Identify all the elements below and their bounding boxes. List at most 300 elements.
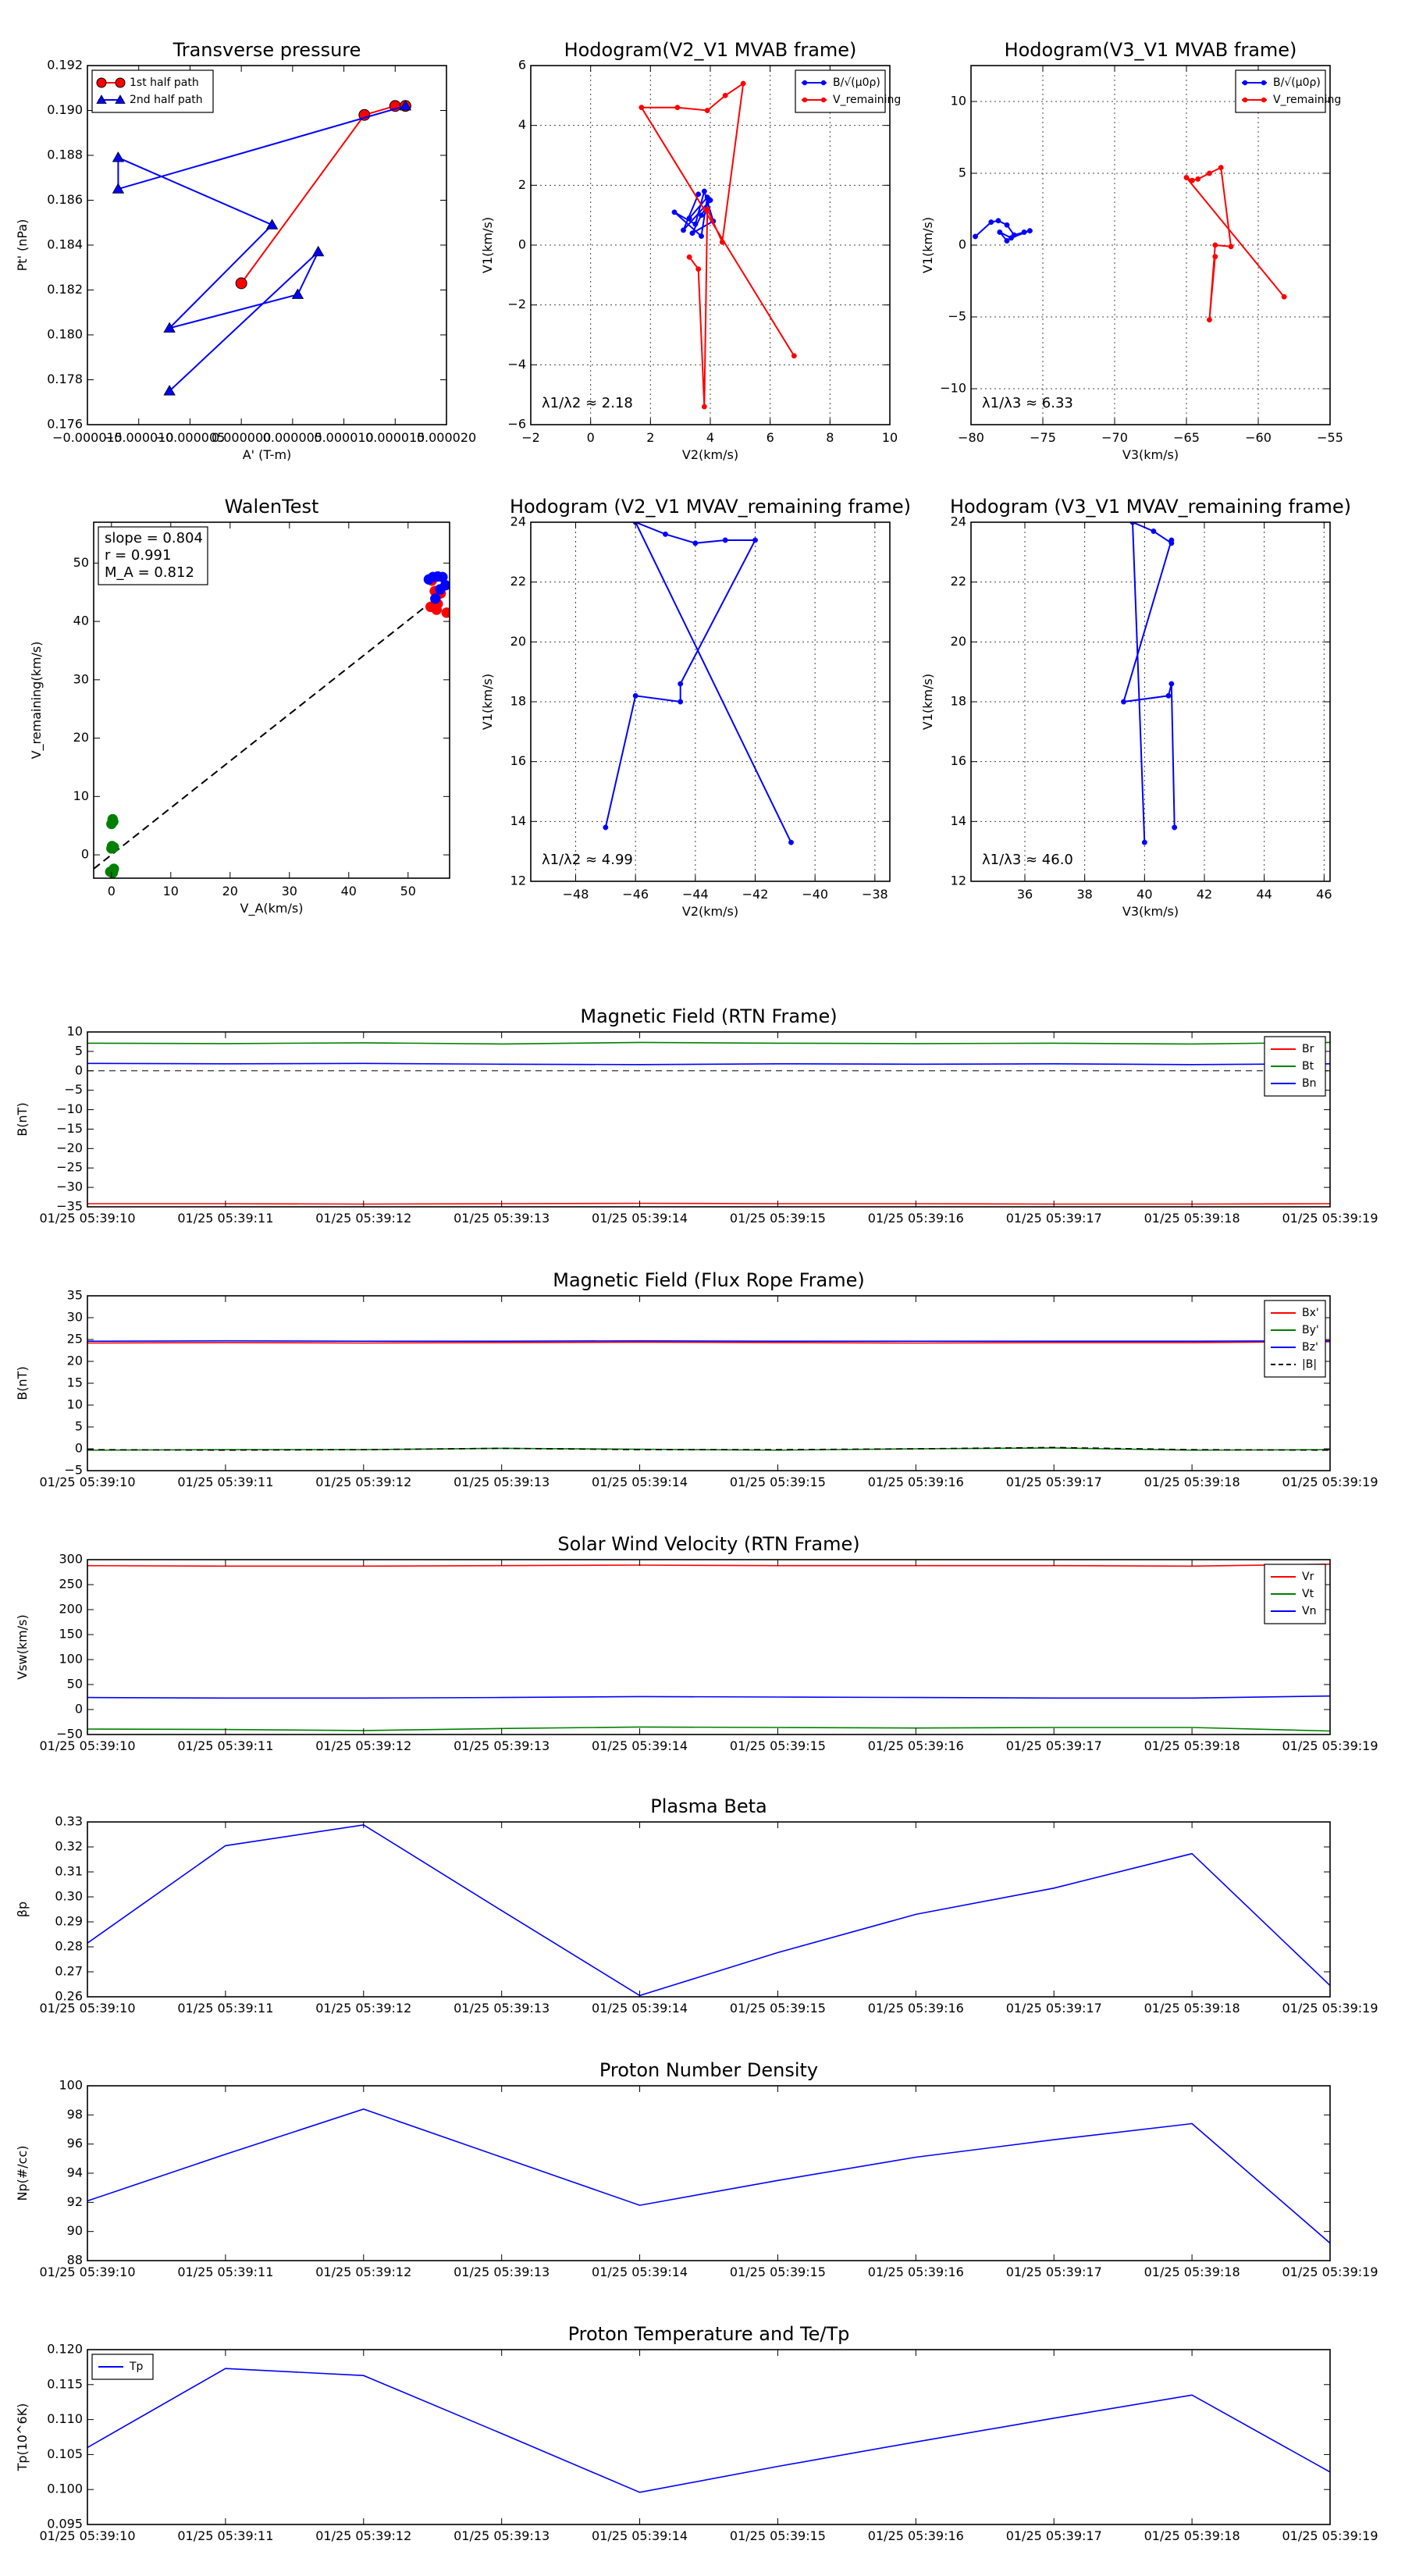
- x-tick-label: 01/25 05:39:16: [867, 1738, 964, 1753]
- x-tick-label: 0.000015: [365, 430, 425, 445]
- chart-title: Solar Wind Velocity (RTN Frame): [557, 1533, 860, 1555]
- x-tick-label: −48: [562, 887, 589, 902]
- data-point: [741, 81, 745, 86]
- plot-frame: [87, 2350, 1330, 2524]
- y-tick-label: 88: [66, 2252, 83, 2268]
- y-tick-label: 16: [950, 753, 966, 769]
- plot-area: [973, 165, 1286, 322]
- data-point: [1169, 541, 1174, 546]
- data-point: [1207, 317, 1211, 322]
- chart-bmag: [15, 1005, 1378, 1226]
- legend-marker: [1243, 80, 1247, 85]
- y-tick-label: 200: [59, 1601, 83, 1617]
- legend-label: 1st half path: [130, 76, 199, 89]
- x-tick-label: 01/25 05:39:19: [1282, 2001, 1378, 2016]
- x-tick-label: 01/25 05:39:17: [1005, 2001, 1102, 2016]
- stats-line: slope = 0.804: [105, 530, 203, 546]
- y-tick-label: 0.186: [47, 192, 83, 207]
- legend-label: B/√(μ0ρ): [833, 76, 880, 89]
- series-bn-line: [87, 1063, 1330, 1065]
- y-axis-label: Np(#/cc): [15, 2145, 30, 2201]
- x-tick-label: 0.000000: [211, 430, 272, 445]
- x-tick-label: 36: [1016, 887, 1033, 902]
- legend: [1264, 1300, 1325, 1377]
- y-axis-label: V1(km/s): [480, 673, 495, 731]
- x-tick-label: 01/25 05:39:16: [867, 1211, 964, 1226]
- x-tick-label: 01/25 05:39:11: [177, 1211, 274, 1226]
- y-tick-label: 0.192: [47, 57, 83, 73]
- x-tick-label: −80: [958, 430, 984, 445]
- y-tick-label: 0: [518, 237, 526, 252]
- series-bx--line: [87, 1342, 1330, 1343]
- x-tick-label: 01/25 05:39:19: [1282, 1475, 1378, 1489]
- x-tick-label: −2: [521, 430, 540, 445]
- series-vr-line: [87, 1564, 1330, 1567]
- x-tick-label: −42: [742, 887, 769, 902]
- legend-marker: [1261, 98, 1266, 102]
- x-tick-label: 01/25 05:39:14: [592, 1738, 688, 1753]
- x-tick-label: 4: [706, 430, 715, 445]
- y-tick-label: −35: [56, 1198, 83, 1214]
- chart-beta: [15, 1795, 1378, 2016]
- data-point: [1022, 229, 1026, 234]
- x-tick-label: 01/25 05:39:19: [1282, 1738, 1378, 1753]
- x-tick-label: 01/25 05:39:17: [1005, 1211, 1102, 1226]
- data-point: [672, 210, 677, 215]
- x-tick-label: 46: [1316, 887, 1332, 902]
- y-tick-label: 0: [74, 1440, 83, 1456]
- x-tick-label: −55: [1317, 430, 1343, 445]
- y-tick-label: 6: [518, 57, 526, 73]
- y-tick-label: 0.27: [55, 1963, 83, 1979]
- x-tick-label: 0: [107, 884, 116, 898]
- x-tick-label: −40: [802, 887, 829, 902]
- y-tick-label: 0.190: [47, 102, 83, 117]
- data-point: [603, 825, 608, 830]
- x-tick-label: 01/25 05:39:14: [592, 1211, 688, 1226]
- chart-title: WalenTest: [224, 496, 319, 518]
- chart-hab3: [920, 39, 1343, 462]
- x-tick-label: 6: [766, 430, 774, 445]
- x-tick-label: 0.000005: [262, 430, 323, 445]
- y-tick-label: 92: [66, 2194, 83, 2209]
- x-tick-label: 01/25 05:39:14: [592, 2265, 688, 2279]
- x-tick-label: 01/25 05:39:11: [177, 2528, 274, 2543]
- x-tick-label: 01/25 05:39:14: [592, 2001, 688, 2016]
- y-tick-label: 0.178: [47, 372, 83, 386]
- x-tick-label: 01/25 05:39:15: [729, 2265, 826, 2279]
- y-tick-label: 300: [59, 1551, 83, 1567]
- chart-vsw: [15, 1533, 1378, 1753]
- x-tick-label: 01/25 05:39:12: [315, 1211, 412, 1226]
- data-point: [687, 254, 692, 259]
- x-tick-label: −60: [1245, 430, 1272, 445]
- y-tick-label: 10: [66, 1023, 83, 1039]
- x-tick-label: −0.000005: [155, 430, 226, 445]
- legend-marker: [802, 98, 807, 102]
- x-tick-label: 01/25 05:39:15: [729, 2001, 826, 2016]
- data-point: [1151, 528, 1156, 533]
- data-point: [998, 229, 1002, 234]
- y-tick-label: 35: [66, 1287, 83, 1303]
- y-tick-label: 4: [518, 117, 526, 133]
- plot-area: [87, 1341, 1330, 1450]
- x-axis-label: V2(km/s): [681, 447, 739, 462]
- y-tick-label: 100: [59, 1651, 83, 1667]
- plot-area: [112, 101, 411, 395]
- x-tick-label: −70: [1101, 430, 1128, 445]
- y-axis-label: V1(km/s): [920, 673, 935, 731]
- data-point: [693, 541, 698, 546]
- data-point: [699, 233, 703, 238]
- y-tick-label: 14: [510, 813, 526, 828]
- x-tick-label: 01/25 05:39:18: [1144, 1211, 1240, 1226]
- y-tick-label: 18: [510, 693, 526, 709]
- y-tick-label: 10: [950, 93, 966, 109]
- x-tick-label: 01/25 05:39:12: [315, 2528, 412, 2543]
- data-point: [313, 247, 324, 256]
- y-tick-label: −50: [56, 1726, 83, 1742]
- x-tick-label: 01/25 05:39:13: [454, 2001, 550, 2016]
- data-point: [695, 266, 700, 271]
- x-tick-label: 01/25 05:39:17: [1005, 1738, 1102, 1753]
- x-tick-label: 01/25 05:39:18: [1144, 1738, 1240, 1753]
- legend-label: By': [1302, 1324, 1319, 1336]
- y-tick-label: 150: [59, 1626, 83, 1642]
- legend: [1264, 1564, 1325, 1624]
- x-tick-label: 01/25 05:39:16: [867, 2528, 964, 2543]
- legend-marker: [97, 78, 106, 87]
- x-tick-label: −0.000010: [103, 430, 174, 445]
- y-axis-label: Vsw(km/s): [15, 1614, 30, 1680]
- fit-line: [94, 602, 432, 869]
- data-point: [705, 108, 710, 112]
- legend: [92, 2354, 153, 2379]
- data-point: [108, 817, 119, 827]
- y-tick-label: 100: [59, 2077, 83, 2093]
- data-point: [1027, 228, 1032, 233]
- y-tick-label: 25: [66, 1331, 83, 1347]
- x-tick-label: 01/25 05:39:11: [177, 1475, 274, 1489]
- legend-marker: [821, 80, 826, 85]
- series-0-line: [87, 2109, 1330, 2243]
- data-point: [267, 219, 278, 229]
- x-tick-label: 01/25 05:39:10: [39, 1738, 136, 1753]
- x-tick-label: 01/25 05:39:18: [1144, 1475, 1240, 1489]
- y-tick-label: 0.32: [55, 1838, 83, 1854]
- chart-title: Plasma Beta: [650, 1795, 767, 1817]
- chart-hav3: [920, 496, 1351, 919]
- data-point: [693, 222, 698, 226]
- chart-hav2: [480, 496, 911, 919]
- y-tick-label: 2: [518, 176, 526, 192]
- stats-line: r = 0.991: [105, 547, 172, 564]
- y-tick-label: −5: [64, 1082, 83, 1098]
- series-vt-line: [87, 1727, 1330, 1731]
- annotation: λ1/λ3 ≈ 46.0: [982, 852, 1073, 868]
- y-tick-label: −25: [56, 1159, 83, 1175]
- x-tick-label: 01/25 05:39:15: [729, 1475, 826, 1489]
- plot-frame: [87, 66, 446, 425]
- x-tick-label: 01/25 05:39:10: [39, 1211, 136, 1226]
- data-point: [1169, 681, 1174, 686]
- y-tick-label: 0.095: [47, 2516, 83, 2532]
- data-point: [989, 219, 994, 224]
- series-0-line: [87, 1825, 1330, 1996]
- legend-marker: [1261, 80, 1266, 85]
- x-tick-label: 01/25 05:39:19: [1282, 2528, 1378, 2543]
- x-tick-label: 01/25 05:39:18: [1144, 2528, 1240, 2543]
- x-tick-label: 01/25 05:39:11: [177, 1738, 274, 1753]
- annotation: λ1/λ3 ≈ 6.33: [982, 395, 1073, 411]
- plot-area: [603, 520, 794, 845]
- x-tick-label: 01/25 05:39:10: [39, 2001, 136, 2016]
- data-point: [633, 693, 638, 698]
- data-point: [791, 354, 796, 358]
- data-point: [752, 538, 757, 543]
- legend-label: Bx': [1302, 1307, 1319, 1319]
- y-tick-label: 0.110: [47, 2411, 83, 2427]
- data-point: [1005, 238, 1009, 243]
- y-tick-label: 0.115: [47, 2376, 83, 2392]
- data-point: [112, 152, 123, 162]
- legend-label: Br: [1302, 1043, 1314, 1055]
- chart-tp: [15, 39, 476, 462]
- x-tick-label: 40: [1136, 887, 1153, 902]
- x-tick-label: 0.000020: [416, 430, 477, 445]
- data-point: [1184, 175, 1189, 180]
- plot-area: [87, 1042, 1330, 1204]
- legend-label: Bz': [1302, 1341, 1318, 1354]
- x-tick-label: 38: [1076, 887, 1093, 902]
- x-tick-label: 01/25 05:39:12: [315, 2001, 412, 2016]
- y-tick-label: 250: [59, 1576, 83, 1592]
- y-tick-label: 0.184: [47, 237, 83, 252]
- y-tick-label: 12: [510, 873, 526, 888]
- legend: [1236, 70, 1341, 112]
- chart-title: Hodogram (V2_V1 MVAV_remaining frame): [509, 496, 912, 518]
- legend-label: Bn: [1302, 1077, 1317, 1090]
- legend: [92, 70, 213, 112]
- data-point: [1005, 222, 1009, 227]
- y-tick-label: 0.100: [47, 2481, 83, 2496]
- x-tick-label: 44: [1256, 887, 1272, 902]
- data-point: [996, 219, 1001, 223]
- x-tick-label: 01/25 05:39:16: [867, 2001, 964, 2016]
- y-axis-label: V1(km/s): [920, 216, 935, 274]
- y-axis-label: V1(km/s): [480, 216, 495, 274]
- y-axis-label: B(nT): [15, 1102, 30, 1137]
- y-axis-label: V_remaining(km/s): [29, 641, 44, 760]
- series-tp-line: [87, 2368, 1330, 2492]
- data-point: [430, 593, 440, 603]
- data-point: [675, 105, 680, 109]
- data-point: [699, 212, 703, 217]
- legend-label: Vr: [1302, 1571, 1314, 1583]
- legend-label: |B|: [1302, 1358, 1318, 1371]
- x-tick-label: 01/25 05:39:14: [592, 1475, 688, 1489]
- x-tick-label: 01/25 05:39:13: [454, 1738, 550, 1753]
- plot-area: [94, 571, 452, 878]
- x-tick-label: 01/25 05:39:16: [867, 2265, 964, 2279]
- data-point: [106, 843, 116, 853]
- x-tick-label: 10: [881, 430, 898, 445]
- x-tick-label: 01/25 05:39:15: [729, 1738, 826, 1753]
- x-tick-label: 0.000010: [314, 430, 374, 445]
- data-point: [1008, 236, 1013, 240]
- y-tick-label: 0.26: [55, 1988, 83, 2004]
- data-point: [1218, 165, 1223, 169]
- y-axis-label: Pt' (nPa): [15, 219, 30, 272]
- x-tick-label: 01/25 05:39:17: [1005, 1475, 1102, 1489]
- data-point: [973, 234, 977, 239]
- y-tick-label: 22: [510, 574, 526, 589]
- x-tick-label: 01/25 05:39:10: [39, 1475, 136, 1489]
- chart-title: Proton Temperature and Te/Tp: [567, 2323, 850, 2345]
- data-point: [720, 240, 724, 244]
- x-tick-label: 10: [162, 884, 179, 898]
- data-point: [678, 681, 682, 686]
- y-tick-label: 0.188: [47, 147, 83, 162]
- x-tick-label: 01/25 05:39:16: [867, 1475, 964, 1489]
- y-tick-label: 0: [74, 1701, 83, 1717]
- x-tick-label: 01/25 05:39:17: [1005, 2528, 1102, 2543]
- y-tick-label: −15: [56, 1120, 83, 1136]
- data-point: [1229, 244, 1233, 249]
- plot-area: [87, 2109, 1330, 2243]
- y-tick-label: 22: [950, 574, 966, 589]
- y-tick-label: −5: [64, 1462, 83, 1478]
- data-point: [681, 228, 685, 233]
- data-point: [1142, 840, 1147, 845]
- chart-bfr: [15, 1269, 1378, 1489]
- plot-frame: [87, 1032, 1330, 1207]
- legend-label: 2nd half path: [130, 94, 203, 106]
- data-point: [678, 699, 682, 704]
- y-tick-label: −2: [507, 297, 526, 312]
- series-bt-line: [87, 1042, 1330, 1044]
- chart-np: [15, 2059, 1378, 2279]
- y-tick-label: 18: [950, 693, 966, 709]
- legend-marker: [1243, 98, 1247, 102]
- series-vn-line: [87, 1696, 1330, 1699]
- data-point: [1282, 294, 1286, 299]
- y-tick-label: 90: [66, 2223, 83, 2239]
- y-tick-label: 0.182: [47, 282, 83, 297]
- x-tick-label: −44: [681, 887, 709, 902]
- x-tick-label: 01/25 05:39:19: [1282, 1211, 1378, 1226]
- chart-title: Transverse pressure: [173, 39, 361, 61]
- chart-title: Magnetic Field (Flux Rope Frame): [553, 1269, 865, 1291]
- data-point: [663, 532, 667, 536]
- y-tick-label: 0.105: [47, 2446, 83, 2461]
- x-tick-label: −46: [622, 887, 649, 902]
- legend-marker: [802, 80, 807, 85]
- x-tick-label: 20: [222, 884, 238, 898]
- annotation: λ1/λ2 ≈ 4.99: [542, 852, 633, 868]
- legend-marker: [116, 78, 125, 87]
- stats-line: M_A = 0.812: [105, 564, 194, 581]
- x-tick-label: 01/25 05:39:12: [315, 1475, 412, 1489]
- y-tick-label: 0: [80, 846, 89, 862]
- x-tick-label: −75: [1030, 430, 1056, 445]
- x-tick-label: 01/25 05:39:18: [1144, 2265, 1240, 2279]
- y-tick-label: −20: [56, 1140, 83, 1155]
- plot-area: [87, 1564, 1330, 1731]
- data-point: [687, 215, 692, 220]
- data-point: [1190, 178, 1194, 183]
- series-2nd-half-path-line: [118, 106, 405, 391]
- x-tick-label: 30: [281, 884, 297, 898]
- y-tick-label: −10: [56, 1101, 83, 1117]
- y-tick-label: 20: [73, 730, 89, 745]
- data-point: [435, 584, 445, 594]
- data-point: [1213, 243, 1218, 247]
- y-tick-label: 10: [66, 1397, 83, 1412]
- legend-label: B/√(μ0ρ): [1273, 76, 1321, 89]
- data-point: [690, 230, 695, 235]
- x-tick-label: −38: [861, 887, 888, 902]
- x-axis-label: V3(km/s): [1122, 447, 1179, 462]
- legend-marker: [821, 98, 826, 102]
- y-tick-label: 0.30: [55, 1888, 83, 1904]
- y-tick-label: 12: [950, 873, 966, 888]
- plot-frame: [87, 2086, 1330, 2261]
- chart-title: Hodogram (V3_V1 MVAV_remaining frame): [949, 496, 1352, 518]
- series-1st-half-path-line: [241, 106, 405, 283]
- x-tick-label: 01/25 05:39:18: [1144, 2001, 1240, 2016]
- plot-area: [87, 1825, 1330, 1996]
- x-tick-label: 01/25 05:39:19: [1282, 2265, 1378, 2279]
- x-tick-label: −0.000015: [52, 430, 123, 445]
- y-tick-label: 0: [958, 237, 966, 252]
- x-tick-label: 01/25 05:39:13: [454, 1475, 550, 1489]
- legend-label: V_remaining: [1273, 94, 1342, 106]
- x-axis-label: V2(km/s): [681, 904, 739, 919]
- y-tick-label: −30: [56, 1179, 83, 1194]
- plot-area: [1121, 520, 1177, 845]
- y-tick-label: 0: [74, 1062, 83, 1078]
- y-tick-label: 20: [66, 1353, 83, 1368]
- x-tick-label: 01/25 05:39:13: [454, 2528, 550, 2543]
- chart-tpr: [15, 2323, 1378, 2543]
- x-tick-label: 01/25 05:39:12: [315, 2265, 412, 2279]
- legend: [795, 70, 901, 112]
- chart-walen: [29, 496, 452, 916]
- series-bz--line: [87, 1341, 1330, 1342]
- data-point: [292, 289, 303, 298]
- y-tick-label: 16: [510, 753, 526, 769]
- y-tick-label: 98: [66, 2106, 83, 2122]
- chart-hab2: [480, 39, 901, 462]
- chart-title: Magnetic Field (RTN Frame): [580, 1005, 838, 1027]
- plot-frame: [87, 1822, 1330, 1997]
- data-point: [702, 404, 706, 409]
- data-point: [702, 189, 706, 194]
- x-axis-label: A' (T-m): [242, 447, 292, 462]
- x-axis-label: V3(km/s): [1122, 904, 1179, 919]
- y-tick-label: 14: [950, 813, 966, 828]
- x-tick-label: 40: [340, 884, 357, 898]
- y-tick-label: 50: [73, 554, 89, 570]
- data-point: [236, 278, 247, 289]
- legend: [1264, 1037, 1325, 1096]
- x-tick-label: 01/25 05:39:10: [39, 2528, 136, 2543]
- x-tick-label: 01/25 05:39:11: [177, 2265, 274, 2279]
- data-point: [1166, 693, 1171, 698]
- x-tick-label: 42: [1196, 887, 1213, 902]
- legend-label: V_remaining: [833, 94, 902, 106]
